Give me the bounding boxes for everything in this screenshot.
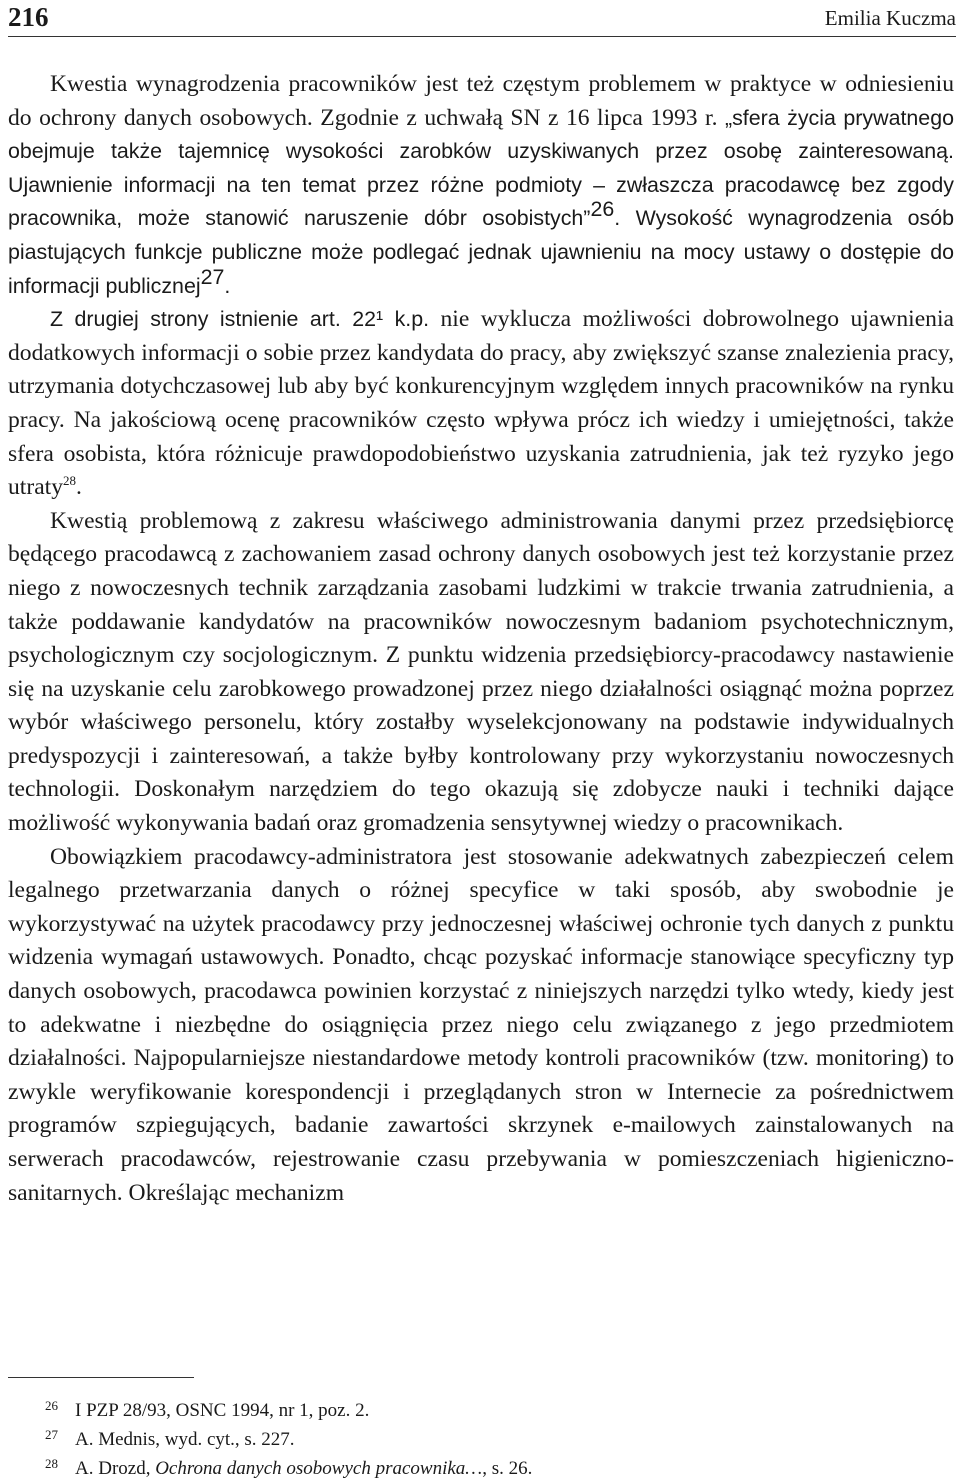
footnote-text-end: , s. 26. <box>482 1458 533 1479</box>
paragraph-1-text-d: . <box>224 273 231 298</box>
footnote-text: A. Drozd, <box>75 1458 156 1479</box>
paragraph-2-text-c: . <box>76 474 82 501</box>
paragraph-1 <box>8 68 954 303</box>
footnote-text: I PZP 28/93, OSNC 1994, nr 1, poz. 2. <box>75 1400 370 1421</box>
paragraph-1-text-a: Kwestia wynagrodzenia pracowników jest też częstym problemem w praktyce w odniesieniu do ochrony danych osobowych. Zgodnie z uchwałą SN z 16 lipca 1993 r. <box>8 71 954 131</box>
paragraph-2 <box>8 303 954 505</box>
footnote-27 <box>45 1425 945 1454</box>
footnote-ref-27: 27 <box>200 264 225 289</box>
page-number: 216 <box>8 2 49 32</box>
paragraph-2-text-a: Z drugiej strony istnienie art. 22¹ k.p. <box>50 307 430 332</box>
paragraph-2-text-b: nie wyklucza możliwości dobrowolnego ujawnienia dodatkowych informacji o sobie przez kandydata do pracy, aby zwiększyć szanse znalezienia pracy, utrzymania dotychczasowej lub aby być konkurencyjnym względem innych pracowników na rynku pracy. Na jakościową ocenę pracowników często wpływa prócz ich wiedzy i umiejętności, także sfera osobista, która różnicuje prawdopodobieństwo uzyskania zatrudnienia, jak też ryzyko jego utraty <box>8 306 954 501</box>
footnote-number: 26 <box>45 1398 58 1413</box>
page-header <box>8 0 956 37</box>
paragraph-3: Kwestią problemową z zakresu właściwego administrowania danymi przez przedsiębiorcę będącego pracodawcą z zachowaniem zasad ochrony danych osobowych jest też korzystanie przez niego z nowoczesnych technik zarządzania zasobami ludzkimi w trakcie trwania zatrudnienia, a także poddawanie kandydatów na pracowników nowoczesnym badaniom psychotechnicznym, psychologicznym czy socjologicznym. Z punktu widzenia przedsiębiorcy-pracodawcy nastawienie się na uzyskanie celu zarobkowego prowadzonej przez niego działalności osiągnąć można poprzez wybór właściwego personelu, który zostałby wyselekcjonowany na podstawie indywidualnych predyspozycji i zainteresowań, a także byłby kontrolowany przy wykorzystaniu nowoczesnych technologii. Doskonałym narzędziem do tego okazują się zdobycze nauki i techniki dające możliwość wykonywania badań oraz gromadzenia sensytywnej wiedzy o pracownikach. <box>8 507 954 837</box>
footnote-number: 28 <box>45 1456 58 1471</box>
footnote-ref-26: 26 <box>590 197 615 222</box>
footnote-divider <box>8 1377 194 1378</box>
footnotes <box>45 1396 945 1483</box>
footnote-28 <box>45 1454 945 1483</box>
running-head-author: Emilia Kuczma <box>824 6 956 30</box>
footnote-text: A. Mednis, wyd. cyt., s. 227. <box>75 1429 295 1450</box>
footnote-title: Ochrona danych osobowych pracownika… <box>155 1458 483 1479</box>
footnote-ref-28: 28 <box>63 473 77 489</box>
footnote-number: 27 <box>45 1427 58 1442</box>
paragraph-1-text-c: . Wysokość wynagrodzenia osób piastujących funkcje publiczne może podlegać jednak ujawnieniu na mocy ustawy o dostępie do informacji publicznej <box>8 206 954 298</box>
paragraph-4: Obowiązkiem pracodawcy-administratora jest stosowanie adekwatnych zabezpieczeń celem legalnego przetwarzania danych o różnej specyfice w taki sposób, aby swobodnie je wykorzystywać na użytek pracodawcy przy jednoczesnej właściwej ochronie tych danych z punktu widzenia wymagań ustawowych. Ponadto, chcąc pozyskać informacje stanowiące specyficzny typ danych osobowych, pracodawca powinien korzystać z niniejszych narzędzi tylko wtedy, kiedy jest to adekwatne i niezbędne do osiągnięcia przez niego celu związanego z jego przedmiotem działalności. Najpopularniejsze niestandardowe metody kontroli pracowników (tzw. monitoring) to zwykle weryfikowanie korespondencji i przeglądanych stron w Internecie za pośrednictwem programów szpiegujących, badanie zawartości skrzynek e-mailowych zainstalowanych na serwerach pracodawców, rejestrowanie czasu przebywania w pomieszczeniach higieniczno-sanitarnych. Określając mechanizm <box>8 843 954 1206</box>
footnote-26 <box>45 1396 945 1425</box>
body-text <box>8 68 954 1210</box>
quotation: „sfera życia prywatnego obejmuje także tajemnicę wysokości zarobków uzyskiwanych przez osobę zainteresowaną. Ujawnienie informacji na ten temat przez różne podmioty – zwłaszcza pracodawcę bez zgody pracownika, może stanowić naruszenie dóbr osobistych” <box>8 105 955 231</box>
